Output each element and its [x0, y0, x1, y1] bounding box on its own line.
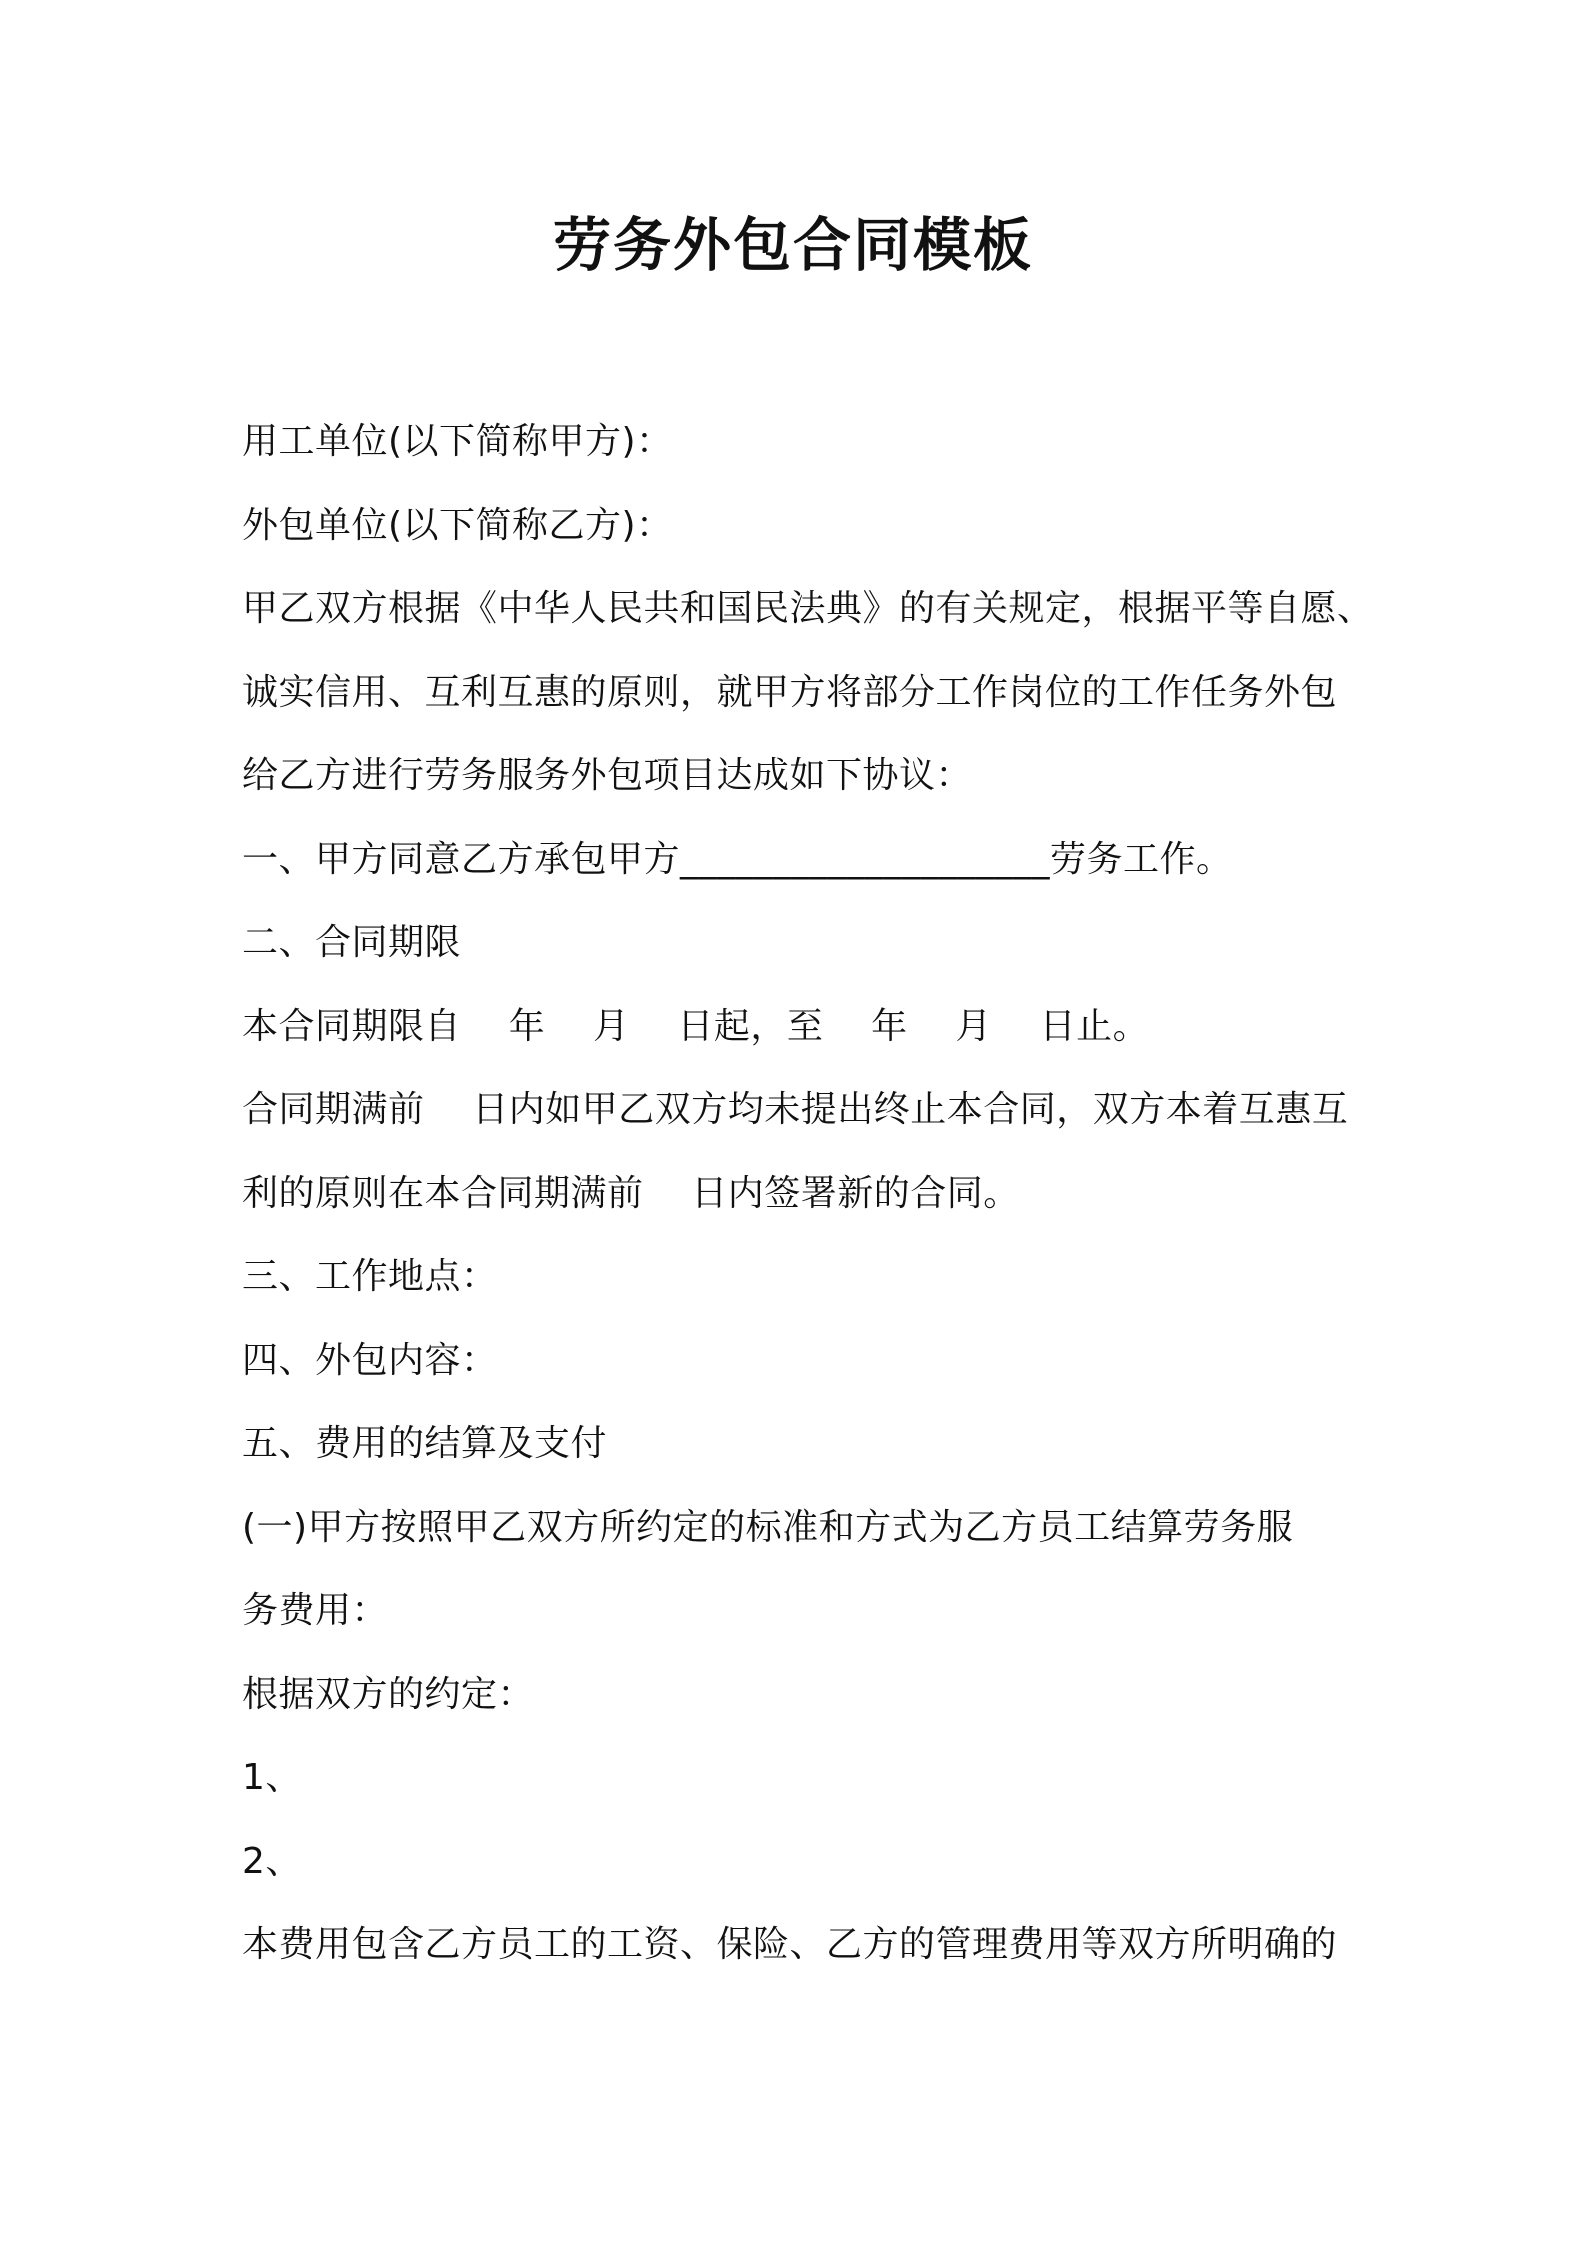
paragraph-renewal-line-2: 利的原则在本合同期满前 日内签署新的合同。	[242, 1172, 1020, 1214]
section-heading-term: 二、合同期限	[242, 922, 462, 963]
document-body	[242, 400, 1374, 1987]
paragraph-preamble-line-3: 给乙方进行劳务服务外包项目达成如下协议：	[242, 755, 973, 796]
paragraph-agreement: 根据双方的约定：	[242, 1673, 535, 1715]
document-title: 劳务外包合同模板	[552, 211, 1033, 279]
paragraph-term-dates: 本合同期限自 年 月 日起，至 年 月 日止。	[242, 1005, 1150, 1047]
clause-1: 一、甲方同意乙方承包甲方____________________劳务工作。	[242, 838, 1233, 880]
list-item-1: 1、	[242, 1757, 302, 1798]
paragraph-renewal-line-1: 合同期满前 日内如甲乙双方均未提出终止本合同，双方本着互惠互	[242, 1089, 1349, 1130]
section-heading-location: 三、工作地点：	[242, 1256, 498, 1297]
paragraph-settlement-line-2: 务费用：	[242, 1590, 389, 1631]
paragraph-preamble-line-1: 甲乙双方根据《中华人民共和国民法典》的有关规定，根据平等自愿、	[242, 588, 1374, 629]
paragraph-employer: 用工单位(以下简称甲方)：	[242, 421, 673, 462]
list-item-2: 2、	[242, 1840, 302, 1882]
paragraph-preamble-line-2: 诚实信用、互利互惠的原则，就甲方将部分工作岗位的工作任务外包	[242, 671, 1338, 713]
paragraph-settlement-line-1: (一)甲方按照甲乙双方所约定的标准和方式为乙方员工结算劳务服	[242, 1506, 1294, 1548]
paragraph-contractor: 外包单位(以下简称乙方)：	[242, 504, 673, 546]
section-heading-content: 四、外包内容：	[242, 1339, 498, 1381]
section-heading-settlement: 五、费用的结算及支付	[242, 1423, 608, 1464]
paragraph-fee-scope: 本费用包含乙方员工的工资、保险、乙方的管理费用等双方所明确的	[242, 1924, 1338, 1965]
